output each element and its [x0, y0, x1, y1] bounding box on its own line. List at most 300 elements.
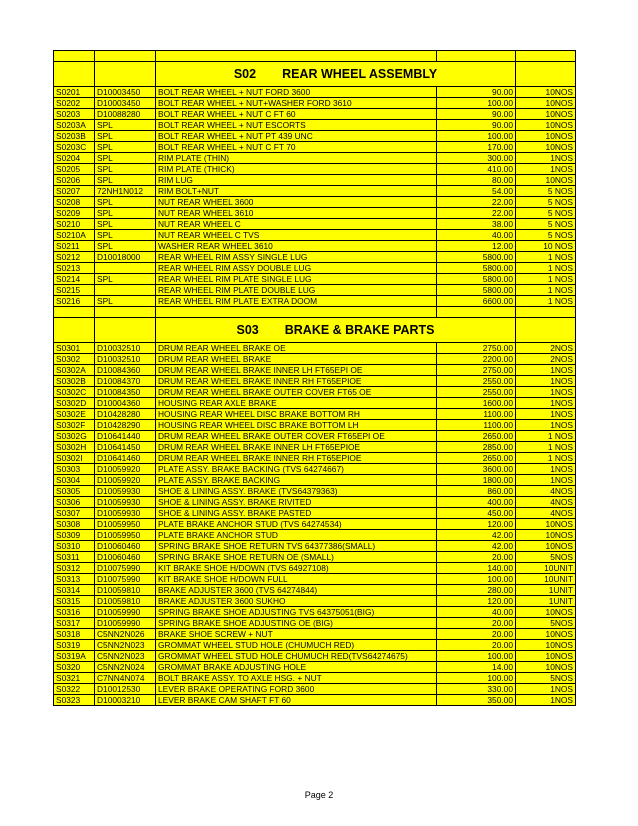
- pack-qty-cell: 1 NOS: [516, 274, 576, 285]
- price-cell: 2550.00: [437, 376, 516, 387]
- description-cell: DRUM REAR WHEEL BRAKE INNER LH FT65EPIOE: [156, 442, 437, 453]
- oem-number-cell: D10059990: [95, 607, 156, 618]
- table-row: [54, 486, 576, 497]
- price-cell: 2850.00: [437, 442, 516, 453]
- price-list-table: [53, 50, 576, 706]
- part-code-cell: S0204: [54, 153, 95, 164]
- pack-qty-cell: 1 NOS: [516, 263, 576, 274]
- oem-number-cell: D10060460: [95, 541, 156, 552]
- price-cell: 20.00: [437, 552, 516, 563]
- empty-cell: [54, 307, 95, 318]
- section-header-row: [54, 62, 576, 87]
- price-cell: 1800.00: [437, 475, 516, 486]
- table-row: [54, 684, 576, 695]
- description-cell: REAR WHEEL RIM PLATE SINGLE LUG: [156, 274, 437, 285]
- part-code-cell: S0319A: [54, 651, 95, 662]
- description-cell: KIT BRAKE SHOE H/DOWN (TVS 64927108): [156, 563, 437, 574]
- oem-number-cell: SPL: [95, 175, 156, 186]
- description-cell: NUT REAR WHEEL 3600: [156, 197, 437, 208]
- pack-qty-cell: 1 NOS: [516, 442, 576, 453]
- pack-qty-cell: 1UNIT: [516, 585, 576, 596]
- description-cell: PLATE ASSY. BRAKE BACKING (TVS 64274667): [156, 464, 437, 475]
- oem-number-cell: D10641440: [95, 431, 156, 442]
- pack-qty-cell: 5NOS: [516, 552, 576, 563]
- pack-qty-cell: 1 NOS: [516, 453, 576, 464]
- description-cell: NUT REAR WHEEL C: [156, 219, 437, 230]
- part-code-cell: S0313: [54, 574, 95, 585]
- description-cell: DRUM REAR WHEEL BRAKE OUTER COVER FT65 OE: [156, 387, 437, 398]
- oem-number-cell: 72NH1N012: [95, 186, 156, 197]
- part-code-cell: S0302: [54, 354, 95, 365]
- pack-qty-cell: 10NOS: [516, 651, 576, 662]
- part-code-cell: S0207: [54, 186, 95, 197]
- price-cell: 280.00: [437, 585, 516, 596]
- price-cell: 40.00: [437, 607, 516, 618]
- pack-qty-cell: 5NOS: [516, 618, 576, 629]
- empty-cell: [95, 62, 156, 87]
- empty-cell: [516, 318, 576, 343]
- oem-number-cell: SPL: [95, 142, 156, 153]
- description-cell: HOUSING REAR WHEEL DISC BRAKE BOTTOM LH: [156, 420, 437, 431]
- part-code-cell: S0202: [54, 98, 95, 109]
- part-code-cell: S0209: [54, 208, 95, 219]
- part-code-cell: S0203B: [54, 131, 95, 142]
- section-code: S02: [233, 67, 257, 81]
- price-cell: 400.00: [437, 497, 516, 508]
- table-row: [54, 398, 576, 409]
- table-row: [54, 241, 576, 252]
- oem-number-cell: SPL: [95, 153, 156, 164]
- pack-qty-cell: 5 NOS: [516, 230, 576, 241]
- table-row: [54, 274, 576, 285]
- price-cell: 90.00: [437, 87, 516, 98]
- description-cell: REAR WHEEL RIM PLATE DOUBLE LUG: [156, 285, 437, 296]
- price-cell: 300.00: [437, 153, 516, 164]
- pack-qty-cell: 5 NOS: [516, 219, 576, 230]
- price-cell: 2200.00: [437, 354, 516, 365]
- empty-cell: [95, 307, 156, 318]
- table-row: [54, 376, 576, 387]
- price-cell: 860.00: [437, 486, 516, 497]
- part-code-cell: S0323: [54, 695, 95, 706]
- part-code-cell: S0201: [54, 87, 95, 98]
- pack-qty-cell: 10NOS: [516, 98, 576, 109]
- table-row: [54, 673, 576, 684]
- oem-number-cell: D10428290: [95, 420, 156, 431]
- part-code-cell: S0210: [54, 219, 95, 230]
- part-code-cell: S0307: [54, 508, 95, 519]
- pack-qty-cell: 10NOS: [516, 131, 576, 142]
- price-cell: 12.00: [437, 241, 516, 252]
- description-cell: SPRING BRAKE SHOE RETURN OE (SMALL): [156, 552, 437, 563]
- description-cell: GROMMAT WHEEL STUD HOLE CHUMUCH RED(TVS64274675): [156, 651, 437, 662]
- price-cell: 38.00: [437, 219, 516, 230]
- pack-qty-cell: 1NOS: [516, 164, 576, 175]
- table-row: [54, 651, 576, 662]
- part-code-cell: S0302F: [54, 420, 95, 431]
- price-cell: 100.00: [437, 98, 516, 109]
- price-cell: 410.00: [437, 164, 516, 175]
- description-cell: BOLT REAR WHEEL + NUT ESCORTS: [156, 120, 437, 131]
- oem-number-cell: D10075990: [95, 563, 156, 574]
- price-cell: 5800.00: [437, 252, 516, 263]
- description-cell: BOLT REAR WHEEL + NUT C FT 60: [156, 109, 437, 120]
- empty-cell: [54, 318, 95, 343]
- description-cell: DRUM REAR WHEEL BRAKE OE: [156, 343, 437, 354]
- pack-qty-cell: 10NOS: [516, 175, 576, 186]
- oem-number-cell: D10012530: [95, 684, 156, 695]
- part-code-cell: S0214: [54, 274, 95, 285]
- blank-row: [54, 51, 576, 62]
- part-code-cell: S0306: [54, 497, 95, 508]
- part-code-cell: S0203: [54, 109, 95, 120]
- oem-number-cell: C5NN2N023: [95, 651, 156, 662]
- table-row: [54, 431, 576, 442]
- oem-number-cell: D10084370: [95, 376, 156, 387]
- pack-qty-cell: 1NOS: [516, 365, 576, 376]
- price-cell: 1100.00: [437, 420, 516, 431]
- price-cell: 170.00: [437, 142, 516, 153]
- pack-qty-cell: 1NOS: [516, 153, 576, 164]
- part-code-cell: S0321: [54, 673, 95, 684]
- pack-qty-cell: 10NOS: [516, 120, 576, 131]
- price-cell: 120.00: [437, 596, 516, 607]
- description-cell: BOLT REAR WHEEL + NUT FORD 3600: [156, 87, 437, 98]
- table-row: [54, 354, 576, 365]
- price-cell: 22.00: [437, 208, 516, 219]
- pack-qty-cell: 1 NOS: [516, 296, 576, 307]
- empty-cell: [54, 62, 95, 87]
- part-code-cell: S0312: [54, 563, 95, 574]
- oem-number-cell: SPL: [95, 219, 156, 230]
- pack-qty-cell: 10NOS: [516, 541, 576, 552]
- oem-number-cell: D10059950: [95, 530, 156, 541]
- part-code-cell: S0311: [54, 552, 95, 563]
- page-number: Page 2: [304, 790, 334, 800]
- part-code-cell: S0318: [54, 629, 95, 640]
- pack-qty-cell: 1NOS: [516, 695, 576, 706]
- description-cell: BRAKE ADJUSTER 3600 (TVS 64274844): [156, 585, 437, 596]
- table-row: [54, 552, 576, 563]
- part-code-cell: S0322: [54, 684, 95, 695]
- oem-number-cell: SPL: [95, 131, 156, 142]
- price-cell: 20.00: [437, 629, 516, 640]
- price-cell: 2750.00: [437, 343, 516, 354]
- part-code-cell: S0314: [54, 585, 95, 596]
- table-row: [54, 153, 576, 164]
- oem-number-cell: SPL: [95, 120, 156, 131]
- table-row: [54, 186, 576, 197]
- part-code-cell: S0308: [54, 519, 95, 530]
- table-row: [54, 409, 576, 420]
- blank-row: [54, 307, 576, 318]
- empty-cell: [516, 62, 576, 87]
- oem-number-cell: D10059920: [95, 464, 156, 475]
- price-cell: 3600.00: [437, 464, 516, 475]
- part-code-cell: S0205: [54, 164, 95, 175]
- description-cell: BOLT REAR WHEEL + NUT+WASHER FORD 3610: [156, 98, 437, 109]
- oem-number-cell: C5NN2N023: [95, 640, 156, 651]
- oem-number-cell: D10003210: [95, 695, 156, 706]
- price-cell: 350.00: [437, 695, 516, 706]
- description-cell: BRAKE ADJUSTER 3600 SUKHO: [156, 596, 437, 607]
- table-row: [54, 120, 576, 131]
- pack-qty-cell: 1UNIT: [516, 596, 576, 607]
- pack-qty-cell: 1 NOS: [516, 431, 576, 442]
- table-row: [54, 142, 576, 153]
- part-code-cell: S0309: [54, 530, 95, 541]
- description-cell: DRUM REAR WHEEL BRAKE INNER RH FT65EPIOE: [156, 453, 437, 464]
- description-cell: SHOE & LINING ASSY. BRAKE (TVS64379363): [156, 486, 437, 497]
- pack-qty-cell: 1NOS: [516, 387, 576, 398]
- part-code-cell: S0302D: [54, 398, 95, 409]
- price-cell: 6600.00: [437, 296, 516, 307]
- pack-qty-cell: 2NOS: [516, 343, 576, 354]
- part-code-cell: S0320: [54, 662, 95, 673]
- price-cell: 5800.00: [437, 285, 516, 296]
- pack-qty-cell: 5 NOS: [516, 186, 576, 197]
- oem-number-cell: D10018000: [95, 252, 156, 263]
- description-cell: DRUM REAR WHEEL BRAKE INNER RH FT65EPIOE: [156, 376, 437, 387]
- oem-number-cell: D10084350: [95, 387, 156, 398]
- part-code-cell: S0305: [54, 486, 95, 497]
- description-cell: NUT REAR WHEEL C TVS: [156, 230, 437, 241]
- pack-qty-cell: 1NOS: [516, 420, 576, 431]
- oem-number-cell: D10075990: [95, 574, 156, 585]
- description-cell: DRUM REAR WHEEL BRAKE OUTER COVER FT65EPI OE: [156, 431, 437, 442]
- table-row: [54, 530, 576, 541]
- pack-qty-cell: 1NOS: [516, 376, 576, 387]
- pack-qty-cell: 10NOS: [516, 607, 576, 618]
- table-row: [54, 219, 576, 230]
- part-code-cell: S0210A: [54, 230, 95, 241]
- description-cell: REAR WHEEL RIM PLATE EXTRA DOOM: [156, 296, 437, 307]
- part-code-cell: S0317: [54, 618, 95, 629]
- table-row: [54, 508, 576, 519]
- description-cell: BOLT BRAKE ASSY. TO AXLE HSG. + NUT: [156, 673, 437, 684]
- pack-qty-cell: 10NOS: [516, 662, 576, 673]
- table-row: [54, 230, 576, 241]
- description-cell: HOUSING REAR WHEEL DISC BRAKE BOTTOM RH: [156, 409, 437, 420]
- pack-qty-cell: 10NOS: [516, 629, 576, 640]
- section-title-text: REAR WHEEL ASSEMBLY: [282, 67, 438, 81]
- oem-number-cell: D10059810: [95, 596, 156, 607]
- table-row: [54, 574, 576, 585]
- price-cell: 450.00: [437, 508, 516, 519]
- oem-number-cell: SPL: [95, 274, 156, 285]
- price-cell: 22.00: [437, 197, 516, 208]
- description-cell: SHOE & LINING ASSY. BRAKE RIVITED: [156, 497, 437, 508]
- oem-number-cell: SPL: [95, 208, 156, 219]
- table-row: [54, 662, 576, 673]
- section-header-row: [54, 318, 576, 343]
- oem-number-cell: C7NN4N074: [95, 673, 156, 684]
- table-row: [54, 343, 576, 354]
- table-row: [54, 387, 576, 398]
- price-cell: 330.00: [437, 684, 516, 695]
- oem-number-cell: [95, 285, 156, 296]
- price-cell: 2650.00: [437, 431, 516, 442]
- part-code-cell: S0302B: [54, 376, 95, 387]
- pack-qty-cell: 4NOS: [516, 486, 576, 497]
- table-row: [54, 695, 576, 706]
- description-cell: KIT BRAKE SHOE H/DOWN FULL: [156, 574, 437, 585]
- pack-qty-cell: 5 NOS: [516, 208, 576, 219]
- part-code-cell: S0203C: [54, 142, 95, 153]
- part-code-cell: S0302H: [54, 442, 95, 453]
- description-cell: SPRING BRAKE SHOE RETURN TVS 64377386(SMALL): [156, 541, 437, 552]
- empty-cell: [156, 307, 437, 318]
- part-code-cell: S0212: [54, 252, 95, 263]
- part-code-cell: S0302I: [54, 453, 95, 464]
- empty-cell: [95, 51, 156, 62]
- oem-number-cell: C5NN2N026: [95, 629, 156, 640]
- oem-number-cell: D10059990: [95, 618, 156, 629]
- pack-qty-cell: 10NOS: [516, 519, 576, 530]
- table-row: [54, 563, 576, 574]
- description-cell: DRUM REAR WHEEL BRAKE INNER LH FT65EPI OE: [156, 365, 437, 376]
- oem-number-cell: SPL: [95, 197, 156, 208]
- table-row: [54, 629, 576, 640]
- pack-qty-cell: 10NOS: [516, 87, 576, 98]
- price-cell: 40.00: [437, 230, 516, 241]
- oem-number-cell: D10641450: [95, 442, 156, 453]
- price-cell: 20.00: [437, 640, 516, 651]
- table-row: [54, 263, 576, 274]
- description-cell: HOUSING REAR AXLE BRAKE: [156, 398, 437, 409]
- part-code-cell: S0319: [54, 640, 95, 651]
- section-code: S03: [236, 323, 259, 337]
- pack-qty-cell: 10 NOS: [516, 241, 576, 252]
- description-cell: PLATE BRAKE ANCHOR STUD: [156, 530, 437, 541]
- table-row: [54, 464, 576, 475]
- pack-qty-cell: 1 NOS: [516, 285, 576, 296]
- table-row: [54, 585, 576, 596]
- price-cell: 42.00: [437, 541, 516, 552]
- part-code-cell: S0303: [54, 464, 95, 475]
- oem-number-cell: D10428280: [95, 409, 156, 420]
- price-cell: 5800.00: [437, 263, 516, 274]
- pack-qty-cell: 4NOS: [516, 497, 576, 508]
- oem-number-cell: SPL: [95, 230, 156, 241]
- table-row: [54, 252, 576, 263]
- part-code-cell: S0302A: [54, 365, 95, 376]
- oem-number-cell: D10003450: [95, 98, 156, 109]
- price-cell: 20.00: [437, 618, 516, 629]
- description-cell: REAR WHEEL RIM ASSY SINGLE LUG: [156, 252, 437, 263]
- oem-number-cell: D10059920: [95, 475, 156, 486]
- description-cell: GROMMAT BRAKE ADJUSTING HOLE: [156, 662, 437, 673]
- empty-cell: [516, 307, 576, 318]
- part-code-cell: S0206: [54, 175, 95, 186]
- price-cell: 2750.00: [437, 365, 516, 376]
- oem-number-cell: D10032510: [95, 343, 156, 354]
- table-row: [54, 98, 576, 109]
- part-code-cell: S0213: [54, 263, 95, 274]
- price-cell: 1100.00: [437, 409, 516, 420]
- part-code-cell: S0316: [54, 607, 95, 618]
- part-code-cell: S0208: [54, 197, 95, 208]
- description-cell: LEVER BRAKE OPERATING FORD 3600: [156, 684, 437, 695]
- oem-number-cell: SPL: [95, 164, 156, 175]
- oem-number-cell: D10059930: [95, 486, 156, 497]
- price-cell: 100.00: [437, 574, 516, 585]
- pack-qty-cell: 2NOS: [516, 354, 576, 365]
- description-cell: NUT REAR WHEEL 3610: [156, 208, 437, 219]
- table-row: [54, 607, 576, 618]
- section-title: [156, 318, 516, 343]
- part-code-cell: S0215: [54, 285, 95, 296]
- table-row: [54, 197, 576, 208]
- part-code-cell: S0302E: [54, 409, 95, 420]
- description-cell: RIM PLATE (THICK): [156, 164, 437, 175]
- table-row: [54, 497, 576, 508]
- part-code-cell: S0302C: [54, 387, 95, 398]
- part-code-cell: S0302G: [54, 431, 95, 442]
- table-row: [54, 109, 576, 120]
- price-cell: 2550.00: [437, 387, 516, 398]
- pack-qty-cell: 1NOS: [516, 684, 576, 695]
- part-code-cell: S0301: [54, 343, 95, 354]
- oem-number-cell: D10059810: [95, 585, 156, 596]
- part-code-cell: S0216: [54, 296, 95, 307]
- price-cell: 90.00: [437, 120, 516, 131]
- table-row: [54, 208, 576, 219]
- table-row: [54, 175, 576, 186]
- pack-qty-cell: 1NOS: [516, 398, 576, 409]
- table-row: [54, 453, 576, 464]
- table-row: [54, 285, 576, 296]
- oem-number-cell: [95, 263, 156, 274]
- price-cell: 42.00: [437, 530, 516, 541]
- description-cell: GROMMAT WHEEL STUD HOLE (CHUMUCH RED): [156, 640, 437, 651]
- oem-number-cell: D10003450: [95, 87, 156, 98]
- pack-qty-cell: 1NOS: [516, 475, 576, 486]
- price-cell: 120.00: [437, 519, 516, 530]
- section-title-text: BRAKE & BRAKE PARTS: [284, 323, 435, 337]
- oem-number-cell: D10059930: [95, 508, 156, 519]
- table-row: [54, 365, 576, 376]
- price-cell: 100.00: [437, 131, 516, 142]
- empty-cell: [156, 51, 437, 62]
- pack-qty-cell: 1NOS: [516, 409, 576, 420]
- table-row: [54, 475, 576, 486]
- part-code-cell: S0211: [54, 241, 95, 252]
- oem-number-cell: D10641460: [95, 453, 156, 464]
- table-row: [54, 596, 576, 607]
- empty-cell: [437, 307, 516, 318]
- price-cell: 54.00: [437, 186, 516, 197]
- empty-cell: [516, 51, 576, 62]
- oem-number-cell: D10032510: [95, 354, 156, 365]
- description-cell: SPRING BRAKE SHOE ADJUSTING TVS 64375051(BIG): [156, 607, 437, 618]
- pack-qty-cell: 5 NOS: [516, 197, 576, 208]
- oem-number-cell: D10059930: [95, 497, 156, 508]
- pack-qty-cell: 10UNIT: [516, 563, 576, 574]
- description-cell: BOLT REAR WHEEL + NUT PT 439 UNC: [156, 131, 437, 142]
- part-code-cell: S0203A: [54, 120, 95, 131]
- description-cell: BOLT REAR WHEEL + NUT C FT 70: [156, 142, 437, 153]
- table-row: [54, 541, 576, 552]
- description-cell: SPRING BRAKE SHOE ADJUSTING OE (BIG): [156, 618, 437, 629]
- price-cell: 5800.00: [437, 274, 516, 285]
- table-row: [54, 164, 576, 175]
- table-row: [54, 131, 576, 142]
- pack-qty-cell: 1 NOS: [516, 252, 576, 263]
- oem-number-cell: D10059950: [95, 519, 156, 530]
- price-cell: 140.00: [437, 563, 516, 574]
- section-title: [156, 62, 516, 87]
